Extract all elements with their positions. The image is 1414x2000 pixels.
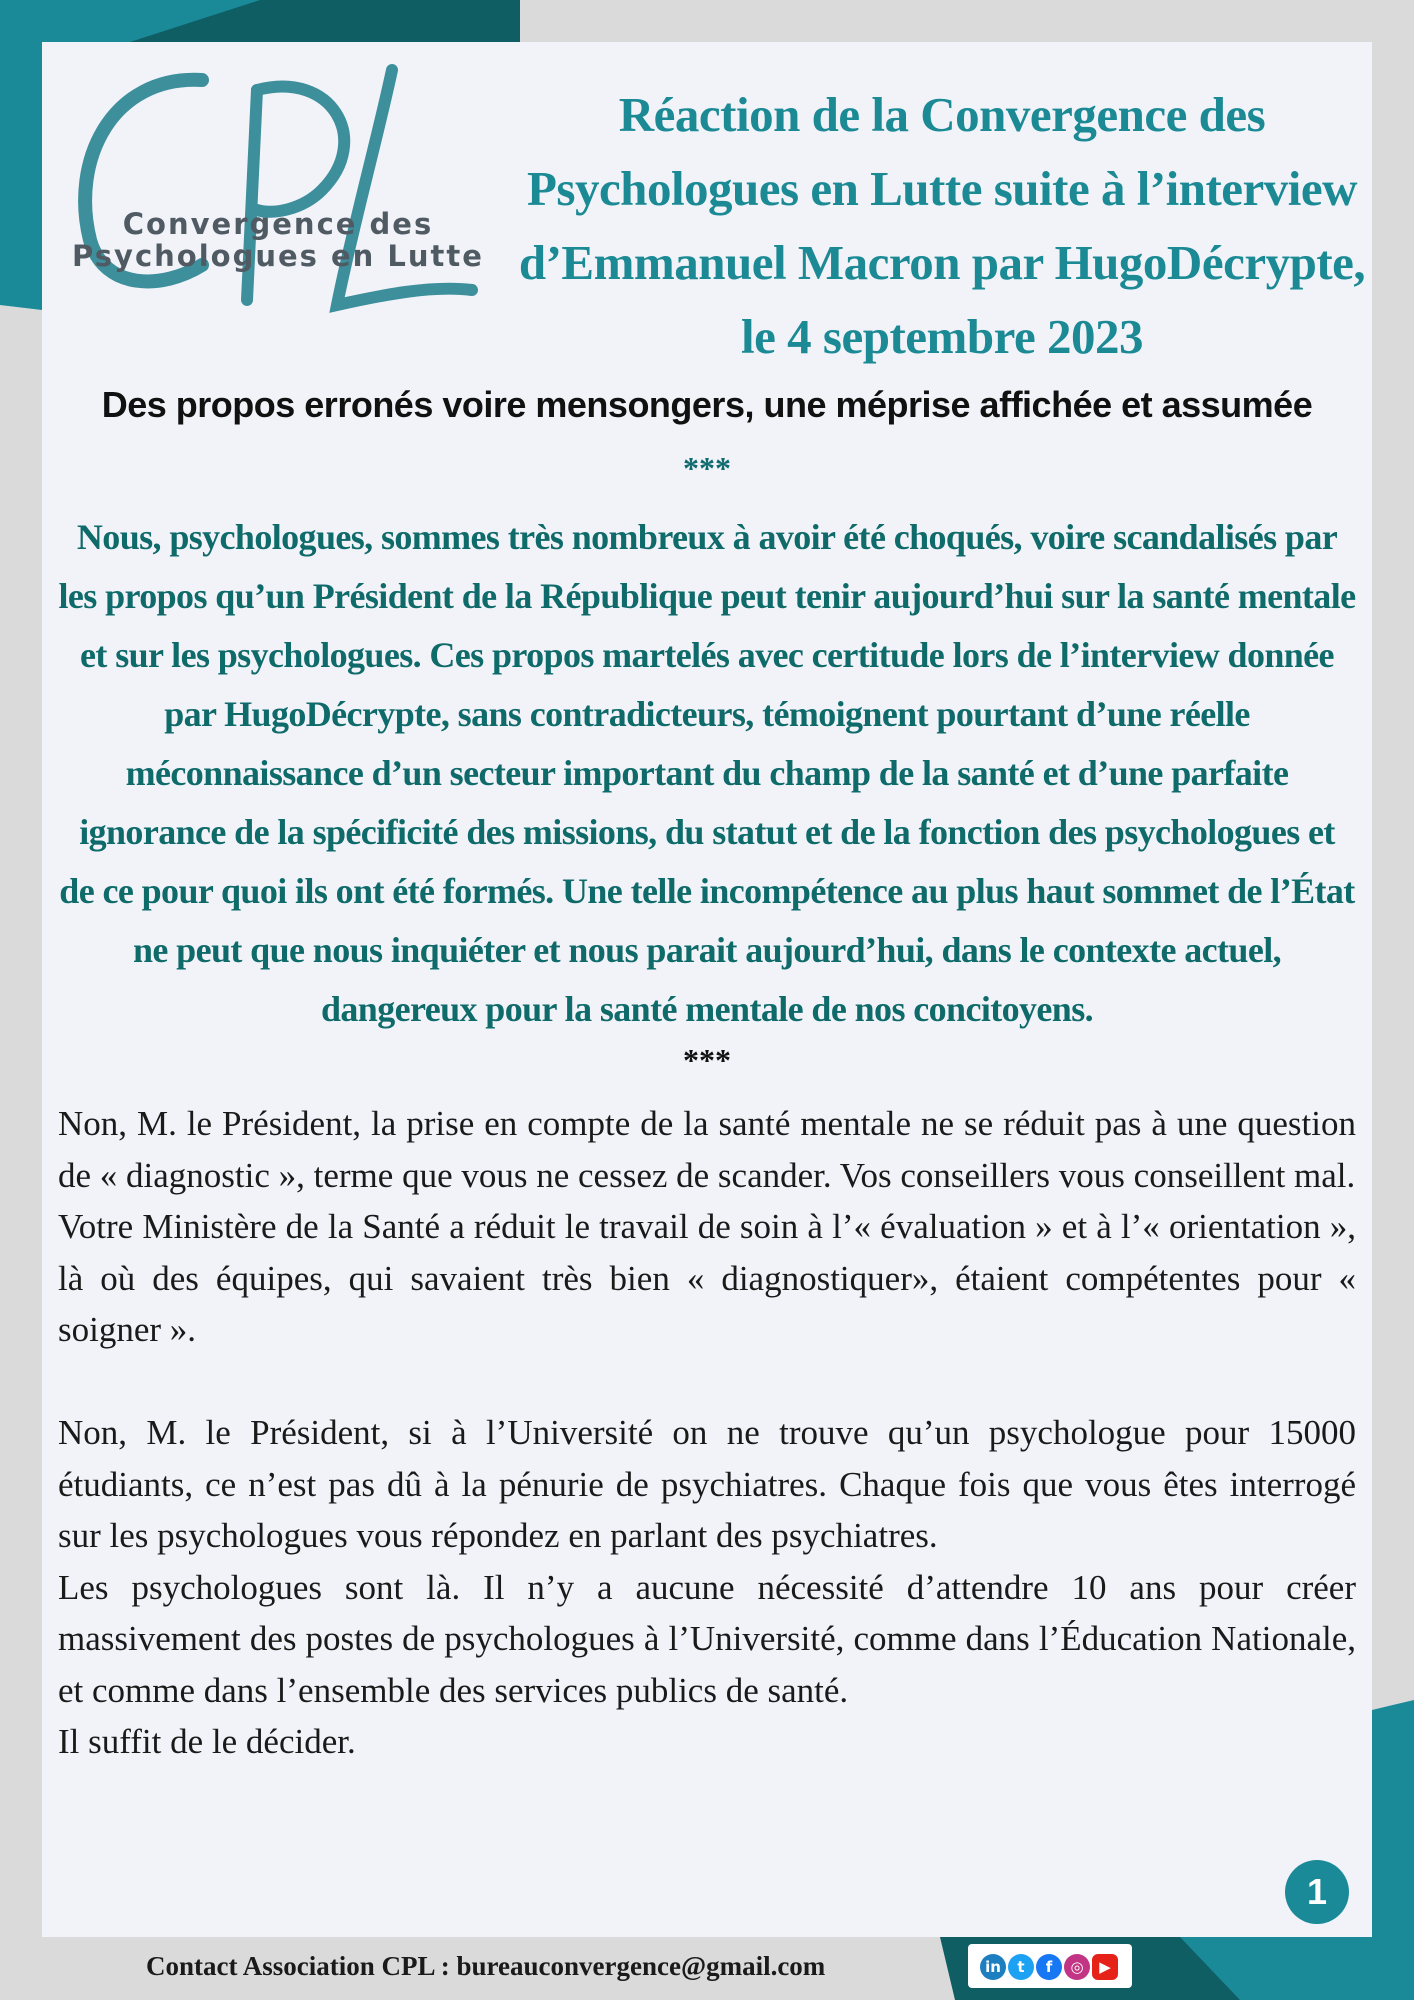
document-title <box>512 78 1372 374</box>
title-line: d’Emmanuel Macron par HugoDécrypte, <box>518 235 1366 290</box>
youtube-icon[interactable]: ▶ <box>1092 1954 1118 1980</box>
cpl-monogram <box>52 50 512 350</box>
paragraph-spacer <box>58 1356 1356 1408</box>
paragraph: Non, M. le Président, si à l’Université on ne trouve qu’un psychologue pour 15000 étudiants, ce n’est pas dû à la pénurie de psychiatres. Chaque fois que vous êtes interrogé sur les psychologues vous répondez en parlant des psychiatres. <box>58 1413 1356 1555</box>
separator: *** <box>683 1042 731 1078</box>
title-line: Psychologues en Lutte suite à l’interview <box>526 161 1358 216</box>
letter-page <box>42 42 1372 1937</box>
instagram-icon[interactable]: ◎ <box>1064 1954 1090 1980</box>
intro-statement: Nous, psychologues, sommes très nombreux à avoir été choqués, voire scandalisés par les propos qu’un Président de la République peut tenir aujourd’hui sur la santé mentale et sur les psychologues. Ces propos martelés avec certitude lors de l’interview donnée par HugoDécrypte, sans contradicteurs, témoignent pourtant d’une réelle méconnaissance d’un secteur important du champ de la santé et d’une parfaite ignorance de la spécificité des missions, du statut et de la fonction des psychologues et de ce pour quoi ils ont été formés. Une telle incompétence au plus haut sommet de l’État ne peut que nous inquiéter et nous parait aujourd’hui, dans le contexte actuel, dangereux pour la santé mentale de nos concitoyens. <box>58 517 1356 1029</box>
title-line: le 4 septembre 2023 <box>741 309 1143 364</box>
contact-email-text: Contact Association CPL : bureauconvergence@gmail.com <box>146 1951 826 1981</box>
subtitle: Des propos erronés voire mensongers, une méprise affichée et assumée <box>101 384 1313 425</box>
facebook-icon[interactable]: f <box>1036 1954 1062 1980</box>
social-links <box>968 1944 1132 1988</box>
linkedin-icon[interactable]: in <box>980 1954 1006 1980</box>
paragraph: Votre Ministère de la Santé a réduit le travail de soin à l’« évaluation » et à l’« orientation », là où des équipes, qui savaient très bien « diagnostiquer», étaient compétentes pour « soigner ». <box>58 1207 1356 1349</box>
separator: *** <box>683 450 731 486</box>
paragraph: Les psychologues sont là. Il n’y a aucune nécessité d’attendre 10 ans pour créer massivement des postes de psychologues à l’Université, comme dans l’Éducation Nationale, et comme dans l’ensemble des services publics de santé. <box>58 1567 1356 1710</box>
title-line: Réaction de la Convergence des <box>618 87 1266 142</box>
logo-line-1: Convergence des <box>122 207 434 241</box>
twitter-icon[interactable]: t <box>1008 1954 1034 1980</box>
paragraph: Non, M. le Président, la prise en compte de la santé mentale ne se réduit pas à une question de « diagnostic », terme que vous ne cessez de scander. Vos conseillers vous conseillent mal. <box>58 1104 1356 1195</box>
logo-line-2: Psychologues en Lutte <box>72 239 484 273</box>
cpl-logo <box>52 50 512 350</box>
page-number-badge: 1 <box>1285 1860 1349 1924</box>
paragraph: Il suffit de le décider. <box>58 1722 356 1761</box>
letter-body <box>58 1098 1356 1768</box>
